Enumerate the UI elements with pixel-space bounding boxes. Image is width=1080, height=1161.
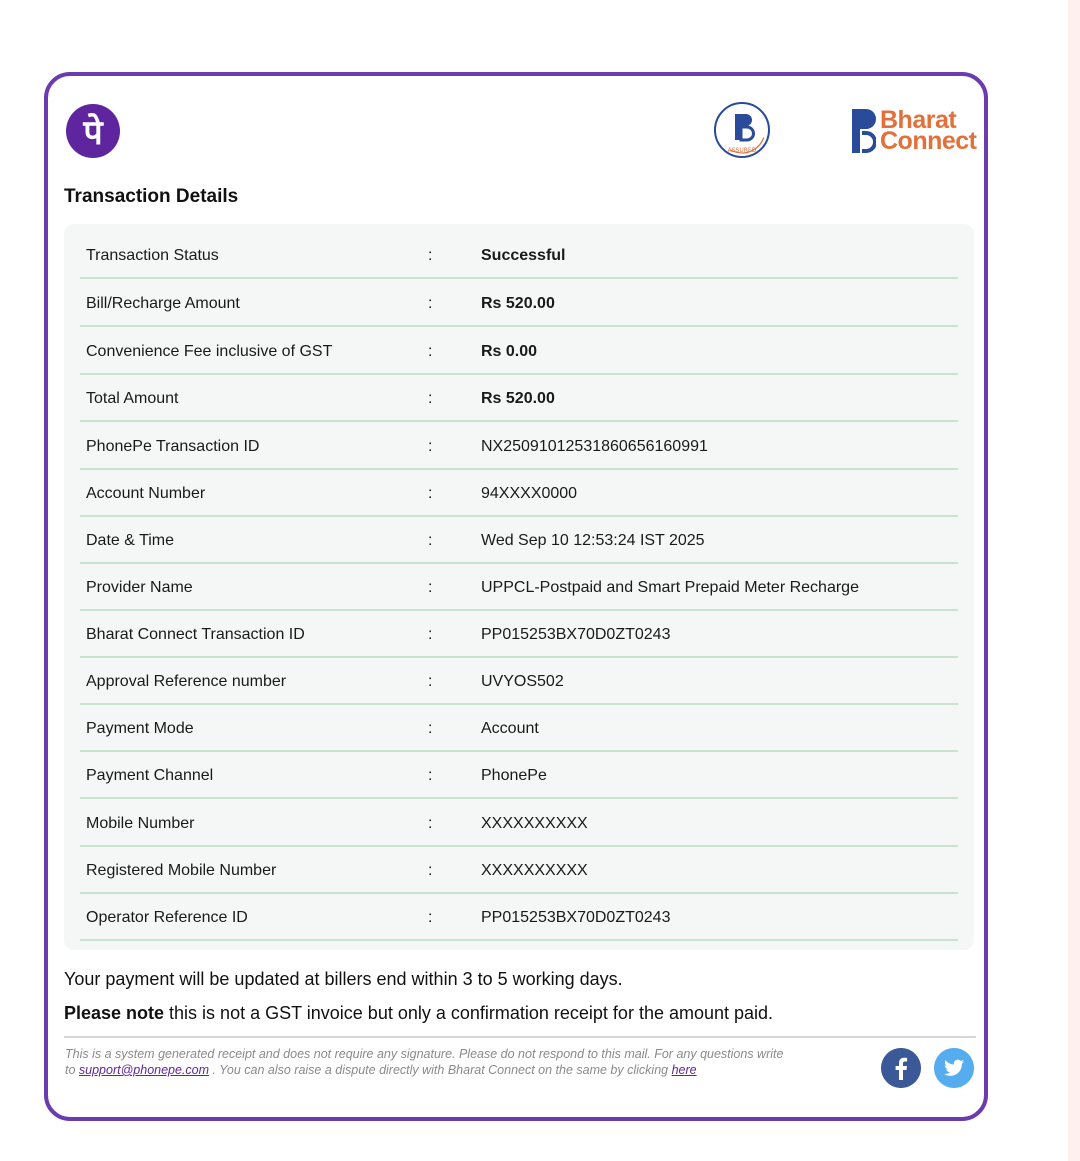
row-separator: : [428,579,433,596]
row-label: Payment Channel [86,767,214,784]
row-label: Registered Mobile Number [86,862,277,879]
page-edge-strip [1068,0,1080,1161]
row-separator: : [428,862,433,879]
please-note-text: this is not a GST invoice but only a confirmation receipt for the amount paid. [164,1003,774,1023]
footer-disclaimer [65,1046,785,1078]
table-row-total-amount [80,375,958,422]
row-separator: : [428,720,433,737]
table-row-registered-mobile [80,847,958,894]
bharat-connect-mark-icon [852,109,876,153]
table-row-account-number [80,470,958,517]
bharat-connect-assured-icon [712,100,772,160]
row-separator: : [428,295,433,312]
table-row-approval-reference [80,658,958,705]
footer-text-part2: . You can also raise a dispute directly with Bharat Connect on the same by clicking [209,1063,672,1077]
bharat-connect-line1: Bharat [880,106,957,134]
row-label: Mobile Number [86,815,195,832]
please-note-label: Please note [64,1003,165,1023]
row-label: Date & Time [86,532,175,549]
row-label: Bill/Recharge Amount [86,295,240,312]
table-row-mobile-number [80,800,958,847]
table-row-phonepe-transaction-id [80,423,958,470]
row-separator: : [428,343,433,360]
row-value: UVYOS502 [481,673,564,690]
row-value: Rs 0.00 [481,343,538,360]
row-value: XXXXXXXXXX [481,815,588,832]
transaction-details-table [64,224,974,950]
row-label: Bharat Connect Transaction ID [86,626,305,643]
row-value: PP015253BX70D0ZT0243 [481,909,671,926]
row-label: Convenience Fee inclusive of GST [86,343,333,360]
row-separator: : [428,673,433,690]
row-label: Account Number [86,485,206,502]
row-value: PhonePe [481,767,547,784]
table-row-payment-channel [80,752,958,799]
row-separator: : [428,390,433,407]
row-separator: : [428,485,433,502]
row-separator: : [428,438,433,455]
table-row-transaction-status [80,232,958,279]
table-row-bill-amount [80,280,958,327]
table-row-convenience-fee [80,328,958,375]
row-value: PP015253BX70D0ZT0243 [481,626,671,643]
table-row-payment-mode [80,705,958,752]
row-value: 94XXXX0000 [481,485,578,502]
row-separator: : [428,247,433,264]
footer-divider [64,1036,976,1038]
row-label: Approval Reference number [86,673,287,690]
row-value: XXXXXXXXXX [481,862,588,879]
row-separator: : [428,815,433,832]
phonepe-logo: पे [66,104,120,158]
bharat-connect-line2: Connect [880,127,977,155]
row-value: Rs 520.00 [481,295,555,312]
receipt-card [44,72,988,1121]
status-value: Successful [481,247,566,264]
gst-note [64,1003,773,1024]
facebook-icon[interactable] [881,1048,921,1088]
update-info-text: Your payment will be updated at billers end within 3 to 5 working days. [64,969,623,989]
dispute-here-link[interactable]: here [671,1063,697,1077]
page-title: Transaction Details [64,186,239,207]
table-row-operator-reference [80,894,958,941]
twitter-icon[interactable] [934,1048,974,1088]
table-row-provider-name [80,564,958,611]
row-value: NX25091012531860656160991 [481,438,708,455]
footer-text-part1: This is a system generated receipt and does not require any signature. Please do not respond to this mail. For any questions write to [65,1047,784,1077]
row-label: Provider Name [86,579,193,596]
row-separator: : [428,532,433,549]
row-value: Account [481,720,539,737]
row-separator: : [428,767,433,784]
row-label: Operator Reference ID [86,909,248,926]
row-separator: : [428,626,433,643]
assured-label: ASSURED [727,147,757,154]
table-row-bharat-connect-id [80,611,958,658]
row-label: Transaction Status [86,247,219,264]
row-label: PhonePe Transaction ID [86,438,260,455]
table-row-date-time [80,517,958,564]
row-value: UPPCL-Postpaid and Smart Prepaid Meter Recharge [481,579,859,596]
bharat-connect-logo [852,106,982,156]
row-value: Wed Sep 10 12:53:24 IST 2025 [481,532,705,549]
row-label: Total Amount [86,390,179,407]
row-value: Rs 520.00 [481,390,555,407]
row-separator: : [428,909,433,926]
support-email-link[interactable]: support@phonepe.com [78,1063,210,1077]
row-label: Payment Mode [86,720,194,737]
